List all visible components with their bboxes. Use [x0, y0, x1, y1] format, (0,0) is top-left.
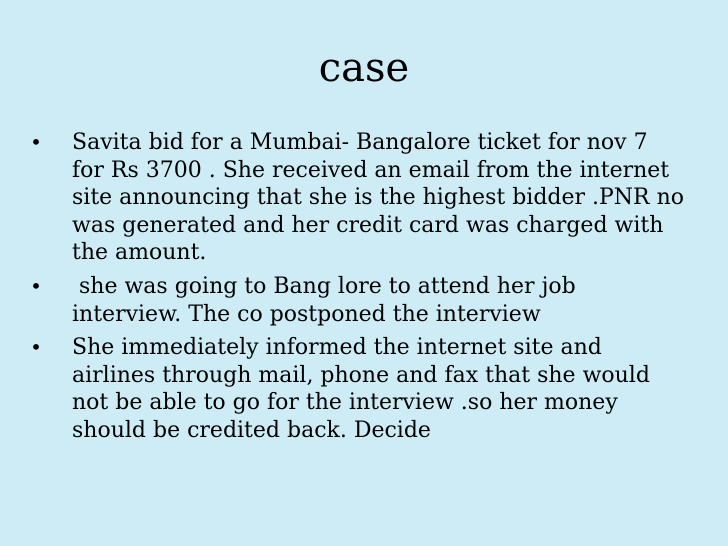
bullet-text: she was going to Bang lore to attend her job interview. The co postponed the interview: [72, 273, 583, 327]
bullet-text: She immediately informed the internet site and airlines through mail, phone and fax that she would not be able to go for the interview .so her money should be credited back. Decide: [72, 335, 650, 443]
bullet-text: Savita bid for a Mumbai- Bangalore ticket for nov 7 for Rs 3700 . She received an email from the internet site announcing that she is the highest bidder .PNR no was generated and her credit card was charged with the amount.: [72, 130, 685, 266]
bullet-marker: •: [30, 273, 42, 298]
slide-title: case: [318, 45, 410, 91]
bullet-item: [26, 129, 686, 267]
bullet-list: [26, 129, 686, 451]
bullet-marker: •: [30, 335, 42, 360]
bullet-marker: •: [30, 130, 42, 154]
bullet-item: [26, 334, 686, 444]
bullet-item: [26, 273, 686, 328]
